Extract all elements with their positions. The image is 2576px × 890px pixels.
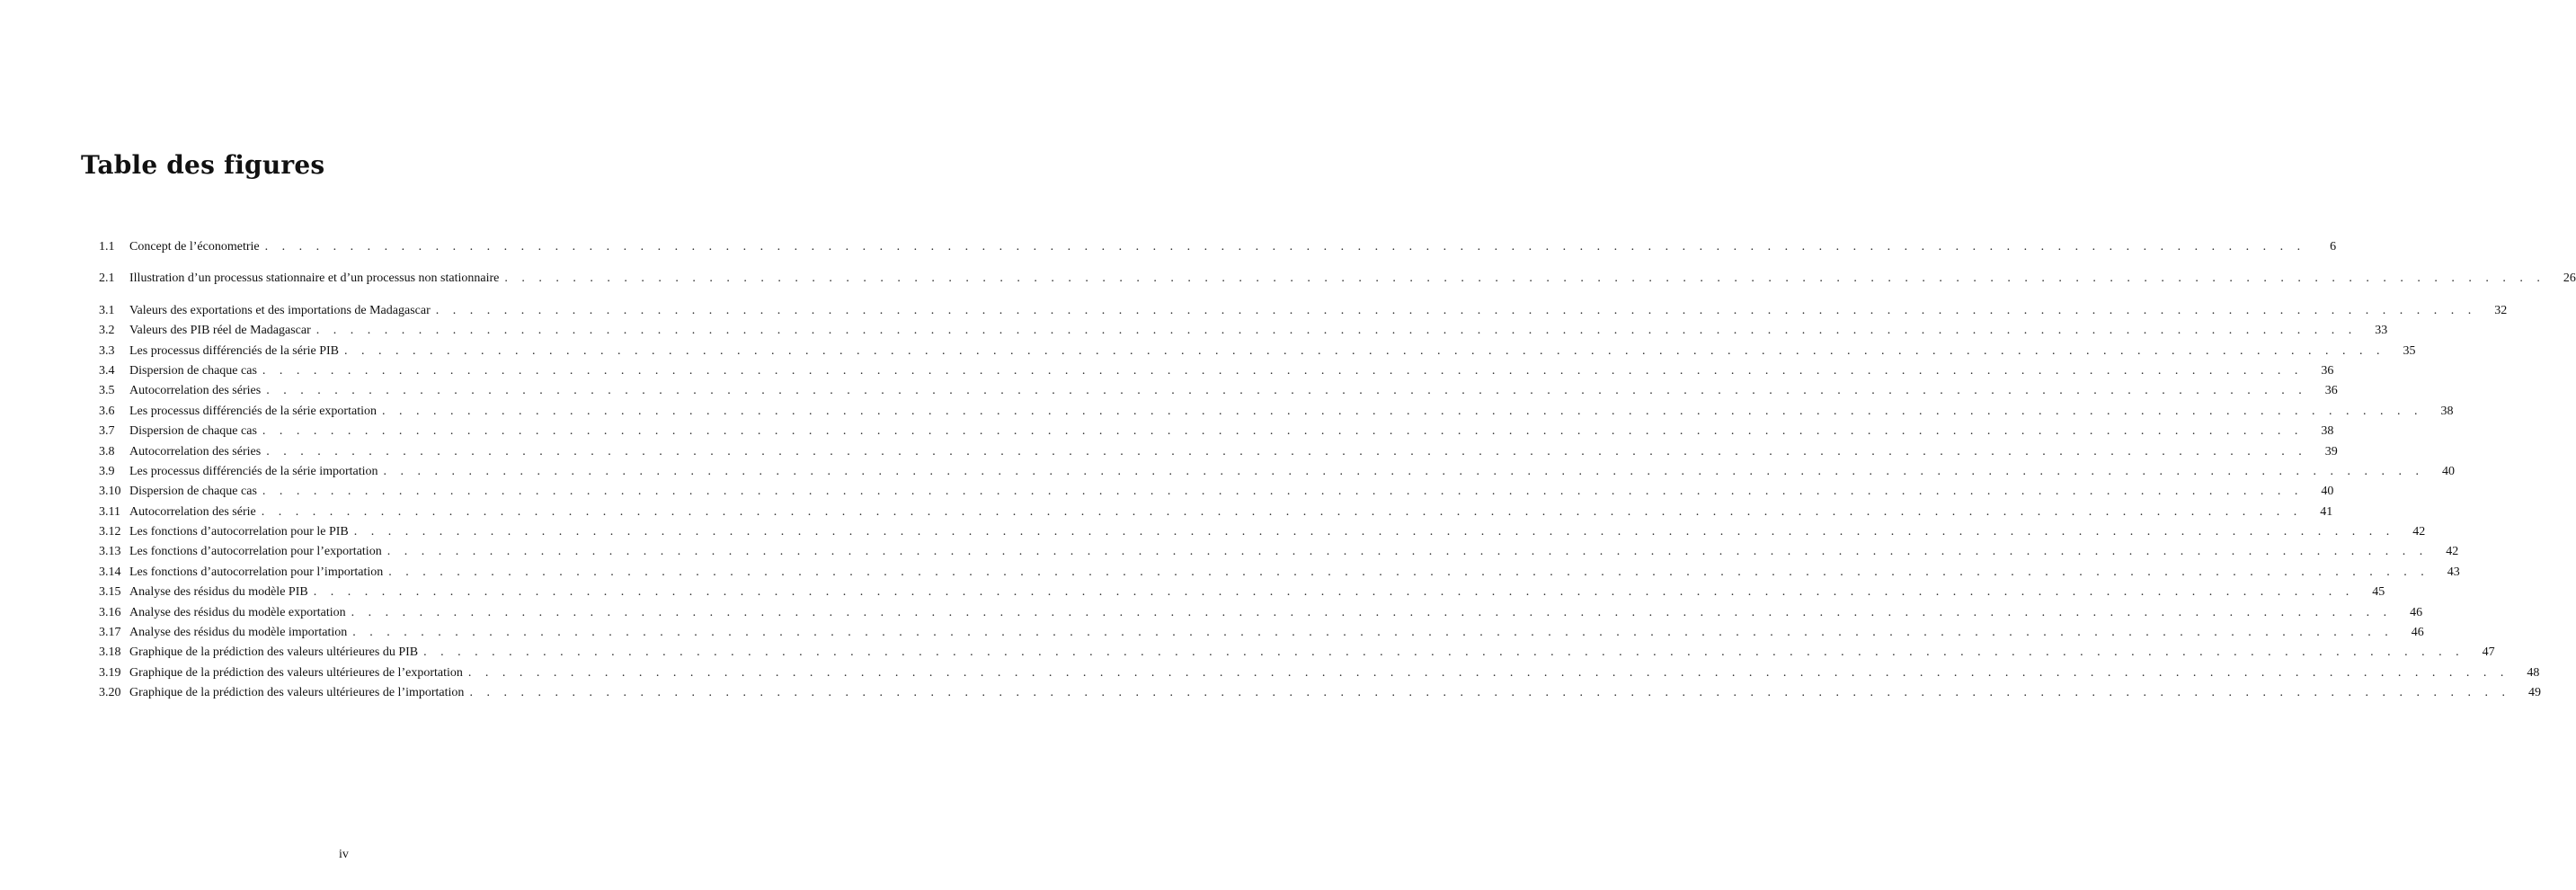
toc-entry[interactable]: [99, 269, 2576, 289]
toc-entry[interactable]: [99, 643, 2495, 663]
figure-caption: Autocorrelation des séries: [129, 384, 262, 398]
dot-leader: . . . . . . . . . . . . . . . . . . . . . . . . . . . . . . . . . . . . . . . . . . . . . . . . . . . . . . . . . . . . . . . . . . . . . . . . . . . . . . . . . . . . . . . . . . . . . . . . . . . . . . . . . . . . . . . . . . . . . . . .: [504, 271, 2545, 286]
figure-page-number: 39: [2324, 444, 2338, 458]
figure-page-number: 6: [2330, 240, 2337, 254]
figure-caption: Dispersion de chaque cas: [129, 485, 257, 499]
dot-leader: . . . . . . . . . . . . . . . . . . . . . . . . . . . . . . . . . . . . . . . . . . . . . . . . . . . . . . . . . . . . . . . . . . . . . . . . . . . . . . . . . . . . . . . . . . . . . . . . . . . . . . . . . . . . . . . . . . . . . . . .: [266, 444, 2307, 458]
figure-page-number: 40: [2321, 485, 2334, 499]
dot-leader: . . . . . . . . . . . . . . . . . . . . . . . . . . . . . . . . . . . . . . . . . . . . . . . . . . . . . . . . . . . . . . . . . . . . . . . . . . . . . . . . . . . . . . . . . . . . . . . . . . . . . . . . . . . . . . . . . . . . . . . .: [353, 525, 2395, 539]
dot-leader: . . . . . . . . . . . . . . . . . . . . . . . . . . . . . . . . . . . . . . . . . . . . . . . . . . . . . . . . . . . . . . . . . . . . . . . . . . . . . . . . . . . . . . . . . . . . . . . . . . . . . . . . . . . . . . . . . . . . . . . .: [262, 424, 2304, 439]
dot-leader: . . . . . . . . . . . . . . . . . . . . . . . . . . . . . . . . . . . . . . . . . . . . . . . . . . . . . . . . . . . . . . . . . . . . . . . . . . . . . . . . . . . . . . . . . . . . . . . . . . . . . . . . . . . . . . . . . . . . . . . .: [351, 605, 2393, 619]
figure-group: [99, 237, 2337, 257]
figure-number: 3.19: [99, 665, 121, 680]
figure-caption: Graphique de la prédiction des valeurs ultérieures de l’importation: [129, 686, 465, 700]
figure-caption: Les processus différenciés de la série PIB: [129, 343, 339, 358]
dot-leader: . . . . . . . . . . . . . . . . . . . . . . . . . . . . . . . . . . . . . . . . . . . . . . . . . . . . . . . . . . . . . . . . . . . . . . . . . . . . . . . . . . . . . . . . . . . . . . . . . . . . . . . . . . . . . . . . . . . . . . . .: [383, 464, 2425, 478]
figure-caption: Valeurs des PIB réel de Madagascar: [129, 324, 311, 338]
figure-page-number: 32: [2494, 303, 2508, 317]
figure-number: 3.14: [99, 565, 121, 579]
figure-page-number: 48: [2527, 665, 2540, 680]
figure-page-number: 38: [2440, 404, 2454, 418]
toc-entry[interactable]: [99, 603, 2423, 623]
toc-entry[interactable]: [99, 583, 2385, 602]
toc-entry[interactable]: [99, 623, 2424, 643]
page-number: iv: [339, 848, 349, 861]
figure-page-number: 42: [2446, 545, 2459, 559]
figure-number: 3.8: [99, 444, 115, 458]
figure-number: 3.6: [99, 404, 115, 418]
figure-page-number: 33: [2375, 324, 2388, 338]
dot-leader: . . . . . . . . . . . . . . . . . . . . . . . . . . . . . . . . . . . . . . . . . . . . . . . . . . . . . . . . . . . . . . . . . . . . . . . . . . . . . . . . . . . . . . . . . . . . . . . . . . . . . . . . . . . . . . . . . . . . . . . .: [386, 545, 2429, 559]
dot-leader: . . . . . . . . . . . . . . . . . . . . . . . . . . . . . . . . . . . . . . . . . . . . . . . . . . . . . . . . . . . . . . . . . . . . . . . . . . . . . . . . . . . . . . . . . . . . . . . . . . . . . . . . . . . . . . . . . . . . . . . .: [381, 404, 2423, 418]
toc-entry[interactable]: [99, 563, 2460, 583]
figure-caption: Graphique de la prédiction des valeurs ultérieures de l’exportation: [129, 665, 463, 680]
figure-caption: Analyse des résidus du modèle PIB: [129, 585, 308, 600]
toc-entry[interactable]: [99, 342, 2416, 361]
figure-number: 3.5: [99, 384, 115, 398]
figure-number: 3.20: [99, 686, 121, 700]
toc-entry[interactable]: [99, 361, 2334, 381]
figure-caption: Concept de l’économetrie: [129, 240, 260, 254]
toc-entry[interactable]: [99, 422, 2334, 441]
figure-page-number: 36: [2321, 363, 2334, 378]
list-of-figures: [99, 237, 2576, 704]
figure-caption: Les processus différenciés de la série exportation: [129, 404, 377, 418]
figure-caption: Autocorrelation des séries: [129, 444, 262, 458]
figure-caption: Graphique de la prédiction des valeurs ultérieures du PIB: [129, 645, 419, 660]
figure-page-number: 43: [2447, 565, 2460, 579]
figure-number: 3.10: [99, 485, 121, 499]
figure-caption: Les fonctions d’autocorrelation pour l’importation: [129, 565, 384, 579]
toc-entry[interactable]: [99, 462, 2456, 482]
figure-page-number: 49: [2527, 686, 2541, 700]
figure-number: 3.4: [99, 363, 115, 378]
dot-leader: . . . . . . . . . . . . . . . . . . . . . . . . . . . . . . . . . . . . . . . . . . . . . . . . . . . . . . . . . . . . . . . . . . . . . . . . . . . . . . . . . . . . . . . . . . . . . . . . . . . . . . . . . . . . . . . . . . . . . . . .: [261, 504, 2303, 519]
figure-caption: Les fonctions d’autocorrelation pour le PIB: [129, 525, 349, 539]
dot-leader: . . . . . . . . . . . . . . . . . . . . . . . . . . . . . . . . . . . . . . . . . . . . . . . . . . . . . . . . . . . . . . . . . . . . . . . . . . . . . . . . . . . . . . . . . . . . . . . . . . . . . . . . . . . . . . . . . . . . . . . .: [388, 565, 2429, 579]
dot-leader: . . . . . . . . . . . . . . . . . . . . . . . . . . . . . . . . . . . . . . . . . . . . . . . . . . . . . . . . . . . . . . . . . . . . . . . . . . . . . . . . . . . . . . . . . . . . . . . . . . . . . . . . . . . . . . . . . . . . . . . .: [264, 240, 2306, 254]
figure-number: 3.1: [99, 303, 115, 317]
toc-entry[interactable]: [99, 402, 2454, 422]
dot-leader: . . . . . . . . . . . . . . . . . . . . . . . . . . . . . . . . . . . . . . . . . . . . . . . . . . . . . . . . . . . . . . . . . . . . . . . . . . . . . . . . . . . . . . . . . . . . . . . . . . . . . . . . . . . . . . . . . . . . . . . .: [467, 665, 2509, 680]
figure-caption: Analyse des résidus du modèle importation: [129, 626, 348, 640]
toc-entry[interactable]: [99, 482, 2334, 502]
dot-leader: . . . . . . . . . . . . . . . . . . . . . . . . . . . . . . . . . . . . . . . . . . . . . . . . . . . . . . . . . . . . . . . . . . . . . . . . . . . . . . . . . . . . . . . . . . . . . . . . . . . . . . . . . . . . . . . . . . . . . . . .: [315, 324, 2358, 338]
toc-entry[interactable]: [99, 321, 2388, 341]
figure-group: [99, 269, 2576, 289]
figure-page-number: 46: [2411, 626, 2424, 640]
toc-entry[interactable]: [99, 542, 2459, 562]
figure-number: 3.12: [99, 525, 121, 539]
dot-leader: . . . . . . . . . . . . . . . . . . . . . . . . . . . . . . . . . . . . . . . . . . . . . . . . . . . . . . . . . . . . . . . . . . . . . . . . . . . . . . . . . . . . . . . . . . . . . . . . . . . . . . . . . . . . . . . . . . . . . . . .: [469, 686, 2510, 700]
figure-number: 3.3: [99, 343, 115, 358]
figure-number: 3.15: [99, 585, 121, 600]
figure-number: 3.2: [99, 324, 115, 338]
figure-page-number: 40: [2442, 464, 2456, 478]
dot-leader: . . . . . . . . . . . . . . . . . . . . . . . . . . . . . . . . . . . . . . . . . . . . . . . . . . . . . . . . . . . . . . . . . . . . . . . . . . . . . . . . . . . . . . . . . . . . . . . . . . . . . . . . . . . . . . . . . . . . . . . .: [423, 645, 2465, 660]
page-title: Table des figures: [81, 150, 325, 180]
toc-entry[interactable]: [99, 442, 2338, 462]
figure-page-number: 41: [2320, 504, 2333, 519]
figure-number: 3.13: [99, 545, 121, 559]
figure-number: 1.1: [99, 240, 115, 254]
figure-caption: Autocorrelation des série: [129, 504, 256, 519]
figure-number: 3.18: [99, 645, 121, 660]
dot-leader: . . . . . . . . . . . . . . . . . . . . . . . . . . . . . . . . . . . . . . . . . . . . . . . . . . . . . . . . . . . . . . . . . . . . . . . . . . . . . . . . . . . . . . . . . . . . . . . . . . . . . . . . . . . . . . . . . . . . . . . .: [262, 485, 2304, 499]
toc-entry[interactable]: [99, 301, 2508, 321]
figure-page-number: 26: [2563, 271, 2576, 286]
toc-entry[interactable]: [99, 381, 2338, 401]
dot-leader: . . . . . . . . . . . . . . . . . . . . . . . . . . . . . . . . . . . . . . . . . . . . . . . . . . . . . . . . . . . . . . . . . . . . . . . . . . . . . . . . . . . . . . . . . . . . . . . . . . . . . . . . . . . . . . . . . . . . . . . .: [435, 303, 2477, 317]
toc-entry[interactable]: [99, 522, 2426, 542]
dot-leader: . . . . . . . . . . . . . . . . . . . . . . . . . . . . . . . . . . . . . . . . . . . . . . . . . . . . . . . . . . . . . . . . . . . . . . . . . . . . . . . . . . . . . . . . . . . . . . . . . . . . . . . . . . . . . . . . . . . . . . . .: [352, 626, 2394, 640]
dot-leader: . . . . . . . . . . . . . . . . . . . . . . . . . . . . . . . . . . . . . . . . . . . . . . . . . . . . . . . . . . . . . . . . . . . . . . . . . . . . . . . . . . . . . . . . . . . . . . . . . . . . . . . . . . . . . . . . . . . . . . . .: [313, 585, 2355, 600]
figure-number: 3.11: [99, 504, 120, 519]
figure-page-number: 38: [2321, 424, 2334, 439]
toc-entry[interactable]: [99, 503, 2333, 522]
dot-leader: . . . . . . . . . . . . . . . . . . . . . . . . . . . . . . . . . . . . . . . . . . . . . . . . . . . . . . . . . . . . . . . . . . . . . . . . . . . . . . . . . . . . . . . . . . . . . . . . . . . . . . . . . . . . . . . . . . . . . . . .: [344, 343, 2385, 358]
dot-leader: . . . . . . . . . . . . . . . . . . . . . . . . . . . . . . . . . . . . . . . . . . . . . . . . . . . . . . . . . . . . . . . . . . . . . . . . . . . . . . . . . . . . . . . . . . . . . . . . . . . . . . . . . . . . . . . . . . . . . . . .: [262, 363, 2304, 378]
figure-number: 2.1: [99, 271, 115, 286]
figure-caption: Les processus différenciés de la série importation: [129, 464, 378, 478]
figure-caption: Dispersion de chaque cas: [129, 363, 257, 378]
toc-entry[interactable]: [99, 683, 2541, 703]
figure-page-number: 42: [2412, 525, 2426, 539]
figure-number: 3.17: [99, 626, 121, 640]
figure-page-number: 45: [2372, 585, 2385, 600]
figure-group: [99, 301, 2541, 704]
figure-page-number: 35: [2403, 343, 2416, 358]
figure-caption: Analyse des résidus du modèle exportation: [129, 605, 346, 619]
figure-page-number: 47: [2482, 645, 2495, 660]
toc-entry[interactable]: [99, 663, 2540, 683]
figure-caption: Illustration d’un processus stationnaire et d’un processus non stationnaire: [129, 271, 500, 286]
figure-number: 3.9: [99, 464, 115, 478]
figure-page-number: 46: [2410, 605, 2423, 619]
figure-caption: Les fonctions d’autocorrelation pour l’exportation: [129, 545, 382, 559]
figure-page-number: 36: [2324, 384, 2338, 398]
figure-caption: Valeurs des exportations et des importations de Madagascar: [129, 303, 431, 317]
toc-entry[interactable]: [99, 237, 2337, 257]
figure-caption: Dispersion de chaque cas: [129, 424, 257, 439]
dot-leader: . . . . . . . . . . . . . . . . . . . . . . . . . . . . . . . . . . . . . . . . . . . . . . . . . . . . . . . . . . . . . . . . . . . . . . . . . . . . . . . . . . . . . . . . . . . . . . . . . . . . . . . . . . . . . . . . . . . . . . . .: [266, 384, 2307, 398]
figure-number: 3.16: [99, 605, 121, 619]
figure-number: 3.7: [99, 424, 115, 439]
